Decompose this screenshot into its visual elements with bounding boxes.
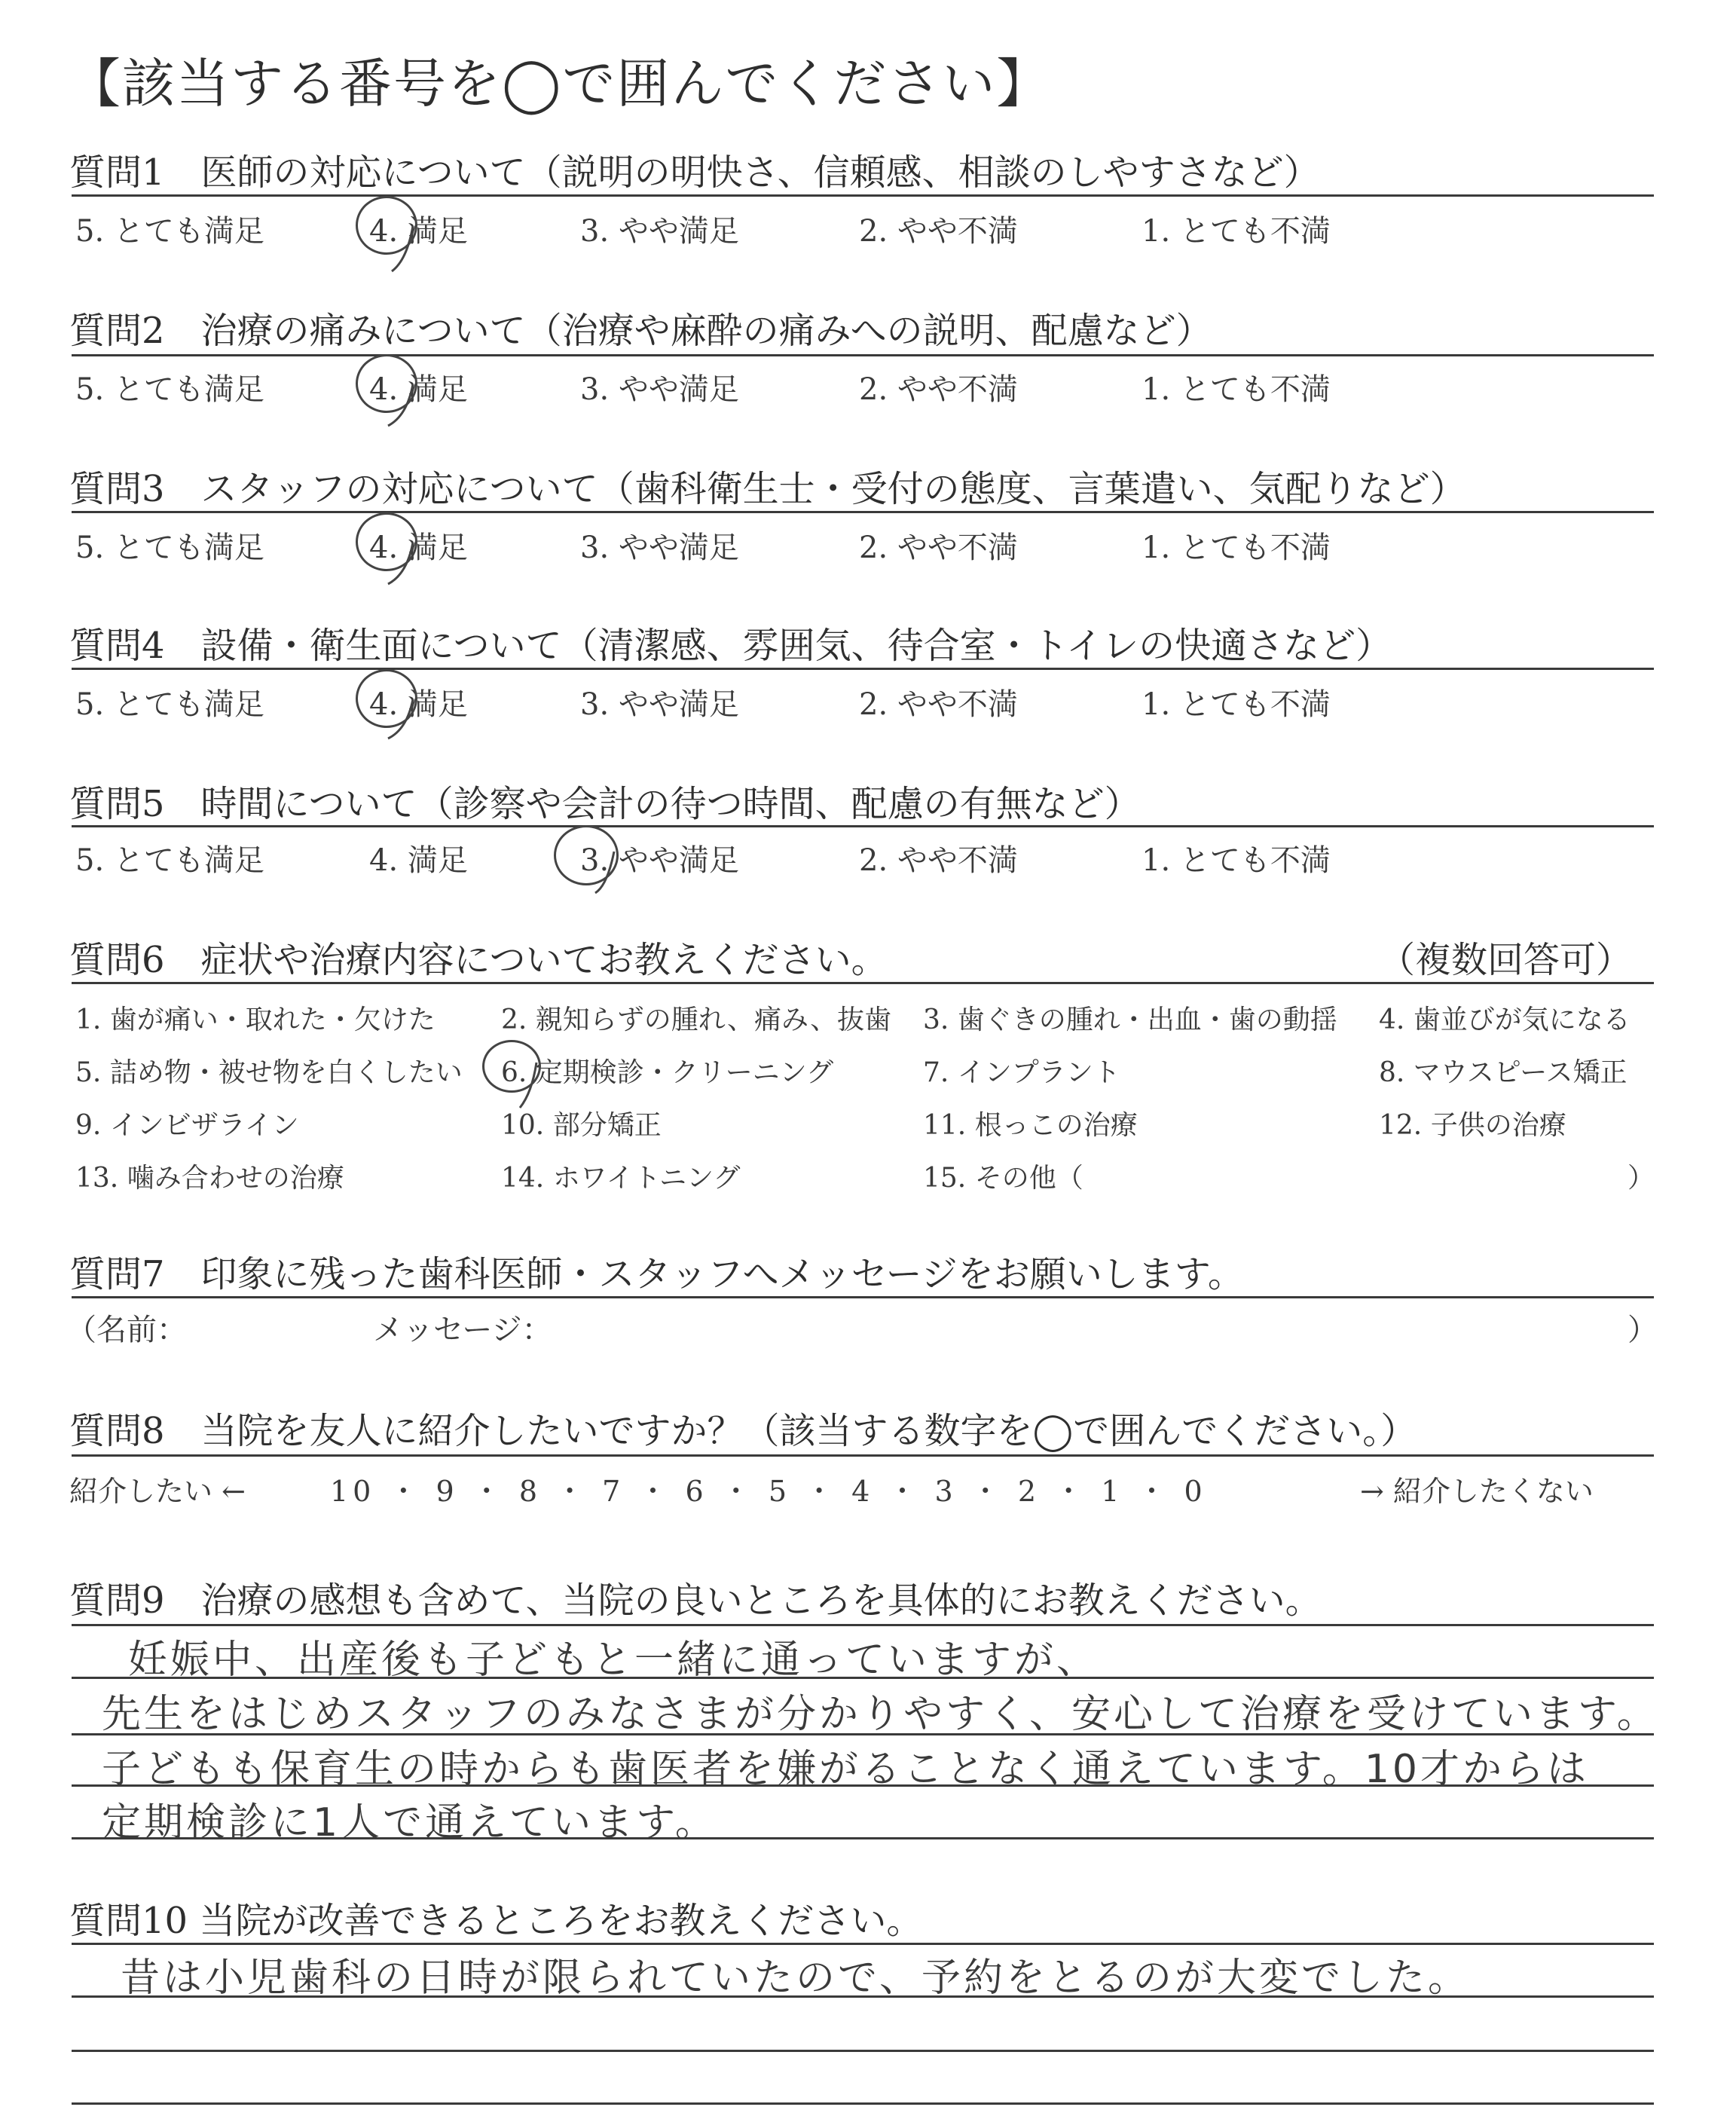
q3-option-3[interactable]: 3. やや満足 [580,531,739,565]
q9-answer-line-3: 子どもも保育生の時からも歯医者を嫌がることなく通えています。10才からは [102,1747,1590,1792]
q6-option-2[interactable]: 2. 親知らずの腫れ、痛み、抜歯 [501,1005,892,1035]
question-10-title: 質問10 当院が改善できるところをお教えください。 [69,1900,923,1942]
q5-option-2[interactable]: 2. やや不満 [859,843,1018,878]
q8-left-label: 紹介したい ← [69,1475,246,1508]
q6-option-3[interactable]: 3. 歯ぐきの腫れ・出血・歯の動揺 [923,1005,1337,1035]
question-8-title: 質問8 当院を友人に紹介したいですか？（該当する数字を◯で囲んでください。） [69,1410,1417,1452]
question-2-title: 質問2 治療の痛みについて（治療や麻酔の痛みへの説明、配慮など） [69,310,1212,352]
q6-option-8[interactable]: 8. マウスピース矯正 [1379,1057,1628,1088]
q7-close-paren: ） [1628,1313,1658,1347]
q7-name-label: （名前： [66,1313,187,1347]
question-1-title: 質問1 医師の対応について（説明の明快さ、信頼感、相談のしやすさなど） [69,151,1320,194]
q3-option-4[interactable]: 4. 満足 [369,531,468,565]
q6-option-12[interactable]: 12. 子供の治療 [1379,1110,1566,1141]
q1-option-1[interactable]: 1. とても不満 [1142,214,1331,249]
question-9-title: 質問9 治療の感想も含めて、当院の良いところを具体的にお教えください。 [69,1579,1322,1622]
q1-option-2[interactable]: 2. やや不満 [859,214,1018,249]
q7-message-label: メッセージ： [373,1313,552,1347]
q6-option-9[interactable]: 9. インビザライン [75,1110,299,1141]
q6-option-1[interactable]: 1. 歯が痛い・取れた・欠けた [75,1005,436,1035]
q3-option-5[interactable]: 5. とても満足 [75,531,264,565]
q10-answer-line-1: 昔は小児歯科の日時が限られていたので、予約をとるのが大変でした。 [121,1956,1470,2001]
q5-option-5[interactable]: 5. とても満足 [75,843,264,878]
q1-option-5[interactable]: 5. とても満足 [75,214,264,249]
q4-option-3[interactable]: 3. やや満足 [580,687,739,722]
page-heading: 【該当する番号を◯で囲んでください】 [68,53,1051,115]
q1-option-3[interactable]: 3. やや満足 [580,214,739,249]
q9-answer-line-4: 定期検診に1人で通えています。 [102,1800,717,1845]
question-7-title: 質問7 印象に残った歯科医師・スタッフへメッセージをお願いします。 [69,1253,1244,1295]
question-3-title: 質問3 スタッフの対応について（歯科衛生士・受付の態度、言葉遣い、気配りなど） [69,468,1466,510]
q1-option-4[interactable]: 4. 満足 [369,214,468,249]
q6-option-6[interactable]: 6. 定期検診・クリーニング [501,1057,834,1088]
q5-option-4[interactable]: 4. 満足 [369,843,468,878]
q9-answer-line-1: 妊娠中、出産後も子どもと一緒に通っていますが、 [128,1638,1099,1683]
q8-right-label: → 紹介したくない [1360,1475,1594,1508]
q2-option-3[interactable]: 3. やや満足 [580,372,739,407]
q5-option-3[interactable]: 3. やや満足 [580,843,739,878]
q6-option-13[interactable]: 13. 噛み合わせの治療 [75,1163,344,1194]
q4-option-5[interactable]: 5. とても満足 [75,687,264,722]
q2-option-2[interactable]: 2. やや不満 [859,372,1018,407]
q3-option-2[interactable]: 2. やや不満 [859,531,1018,565]
q2-option-5[interactable]: 5. とても満足 [75,372,264,407]
question-5-title: 質問5 時間について（診察や会計の待つ時間、配慮の有無など） [69,783,1141,825]
q6-option-11[interactable]: 11. 根っこの治療 [923,1110,1138,1141]
q6-other-close-paren: ） [1628,1163,1655,1194]
q2-option-4[interactable]: 4. 満足 [369,372,468,407]
q6-option-15[interactable]: 15. その他（ [923,1163,1083,1194]
q3-option-1[interactable]: 1. とても不満 [1142,531,1331,565]
q6-option-14[interactable]: 14. ホワイトニング [501,1163,741,1194]
q4-option-1[interactable]: 1. とても不満 [1142,687,1331,722]
question-4-title: 質問4 設備・衛生面について（清潔感、雰囲気、待合室・トイレの快適さなど） [69,625,1392,667]
q4-option-4[interactable]: 4. 満足 [369,687,468,722]
question-6-title: 質問6 症状や治療内容についてお教えください。 [69,939,888,981]
q8-scale[interactable]: 10 ・ 9 ・ 8 ・ 7 ・ 6 ・ 5 ・ 4 ・ 3 ・ 2 ・ 1 ・ 0 [330,1475,1207,1508]
question-6-note: （複数回答可） [1379,939,1633,981]
q6-option-10[interactable]: 10. 部分矯正 [501,1110,662,1141]
q9-answer-line-2: 先生をはじめスタッフのみなさまが分かりやすく、安心して治療を受けています。 [102,1692,1659,1737]
q6-option-4[interactable]: 4. 歯並びが気になる [1379,1005,1631,1035]
q2-option-1[interactable]: 1. とても不満 [1142,372,1331,407]
q4-option-2[interactable]: 2. やや不満 [859,687,1018,722]
q6-option-7[interactable]: 7. インプラント [923,1057,1120,1088]
q6-option-5[interactable]: 5. 詰め物・被せ物を白くしたい [75,1057,463,1088]
q5-option-1[interactable]: 1. とても不満 [1142,843,1331,878]
